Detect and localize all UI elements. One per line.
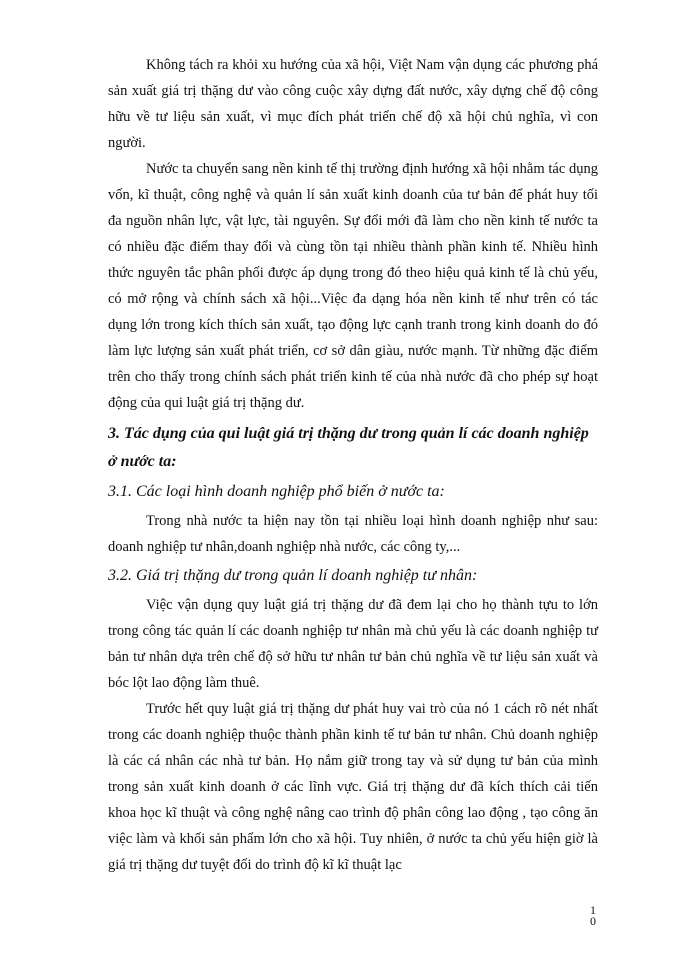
body-paragraph: Việc vận dụng quy luật giá trị thặng dư đã đem lại cho họ thành tựu to lớn trong công tác quản lí các doanh nghiệp tư nhân mà chủ yếu là các doanh nghiệp tư bản tư nhân dựa trên chế độ sở hữu tư nhân tư bản chủ nghĩa về tư liệu sản xuất và bóc lột lao động làm thuê. xyxy=(108,597,598,691)
document-body xyxy=(108,52,598,878)
subsection-heading-3-2: 3.2. Giá trị thặng dư trong quản lí doanh nghiệp tư nhân: xyxy=(108,567,478,584)
body-paragraph: Nước ta chuyển sang nền kinh tế thị trường định hướng xã hội nhằm tác dụng vốn, kĩ thuật, công nghệ và quản lí sản xuất kinh doanh của tư bản để phát huy tối đa nguồn nhân lực, vật lực, tài nguyên. Sự đổi mới đã làm cho nền kinh tế nước ta có nhiều đặc điểm thay đổi và cùng tồn tại nhiều thành phần kinh tế. Nhiều hình thức nguyên tắc phân phối được áp dụng trong đó theo hiệu quả kinh tế là chủ yếu, có mở rộng và chính sách xã hội...Việc đa dạng hóa nền kinh tế như trên có tác dụng lớn trong kích thích sản xuất, tạo động lực cạnh tranh trong kinh doanh do đó làm lực lượng sản xuất phát triển, cơ sở dân giàu, nước mạnh. Từ những đặc điểm trên cho thấy trong chính sách phát triển kinh tế của nhà nước đã cho phép sự hoạt động của qui luật giá trị thặng dư. xyxy=(108,161,598,411)
body-paragraph: Không tách ra khỏi xu hướng của xã hội, Việt Nam vận dụng các phương phá sản xuất giá trị thặng dư vào công cuộc xây dựng đất nước, xây dựng chế độ công hữu về tư liệu sản xuất, vì mục đích phát triển chế độ xã hội chủ nghĩa, vì con người. xyxy=(108,57,598,151)
page-number xyxy=(588,905,598,927)
page-number-digit: 1 xyxy=(590,903,596,917)
body-paragraph: Trước hết quy luật giá trị thặng dư phát huy vai trò của nó 1 cách rõ nét nhất trong các doanh nghiệp thuộc thành phần kinh tế tư bản tư nhân. Chủ doanh nghiệp là các cá nhân các nhà tư bản. Họ nắm giữ trong tay và sử dụng tư bản của mình trong sản xuất kinh doanh ở các lĩnh vực. Giá trị thặng dư đã kích thích cải tiến khoa học kĩ thuật và công nghệ nâng cao trình độ phân công lao động , tạo công ăn việc làm và khối sản phẩm lớn cho xã hội. Tuy nhiên, ở nước ta chủ yếu hiện giờ là giá trị thặng dư tuyệt đối do trình độ kĩ kĩ thuật lạc xyxy=(108,701,598,873)
section-heading-3: 3. Tác dụng của qui luật giá trị thặng dư trong quản lí các doanh nghiệp ở nước ta: xyxy=(108,425,589,470)
page-number-digit: 0 xyxy=(590,914,596,928)
subsection-heading-3-1: 3.1. Các loại hình doanh nghiệp phổ biến ở nước ta: xyxy=(108,483,445,500)
body-paragraph: Trong nhà nước ta hiện nay tồn tại nhiều loại hình doanh nghiệp như sau: doanh nghiệp tư nhân,doanh nghiệp nhà nước, các công ty,... xyxy=(108,513,598,555)
